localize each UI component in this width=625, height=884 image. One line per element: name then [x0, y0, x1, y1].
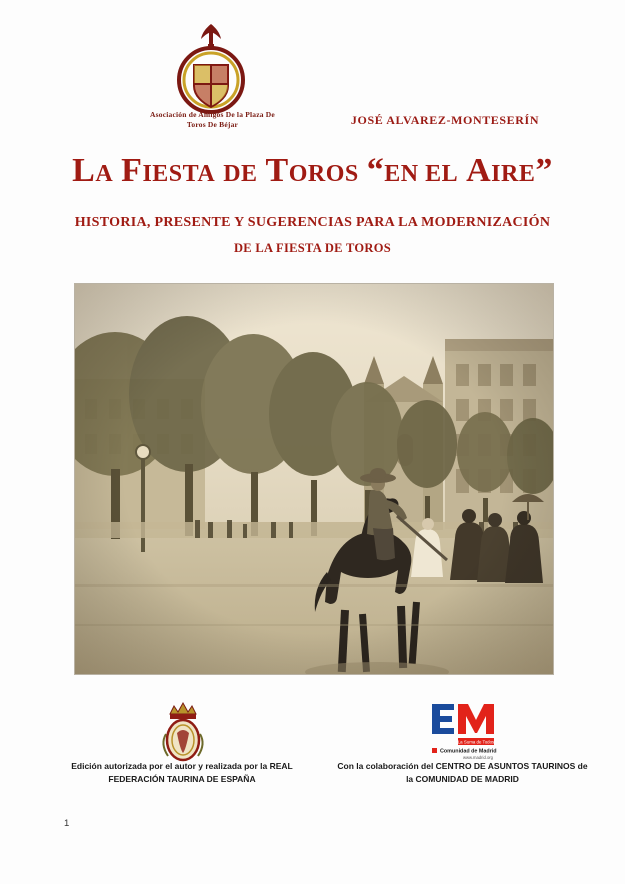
author-name: JOSÉ ALVAREZ-MONTESERÍN	[350, 113, 540, 127]
page-title	[40, 152, 585, 190]
title-part-en-el: EN EL	[384, 161, 459, 187]
subtitle-line-2: DE LA FIESTA DE TOROS	[233, 240, 392, 255]
title-quote-open: “	[366, 152, 385, 189]
svg-text:La Suma de Todos: La Suma de Todos	[457, 739, 495, 745]
svg-text:www.madrid.org: www.madrid.org	[462, 755, 494, 760]
credit-right	[330, 760, 595, 786]
title-part-A: A	[95, 161, 114, 187]
title-part-A2: A	[466, 152, 492, 189]
title-part-de: DE	[223, 161, 258, 187]
credit-right-line-1: Con la colaboración del CENTRO DE ASUNTOS TAURINOS de	[337, 761, 588, 771]
page-number: 1	[64, 818, 70, 829]
title-part-F: F	[121, 152, 143, 189]
credit-left	[62, 760, 302, 786]
title-part-ire: IRE	[491, 161, 536, 187]
title-part-L: L	[72, 152, 96, 189]
subtitle-line-1: HISTORIA, PRESENTE Y SUGERENCIAS PARA LA MODERNIZACIÓN	[74, 215, 551, 230]
credit-left-line-2: FEDERACIÓN TAURINA DE ESPAÑA	[108, 773, 256, 784]
title-quote-close: ”	[535, 152, 553, 189]
title-part-T: T	[265, 152, 289, 189]
page-subtitle	[60, 210, 565, 260]
cover-photograph	[74, 283, 554, 675]
title-part-iesta: IESTA	[142, 161, 216, 187]
comunidad-de-madrid-logo	[428, 700, 528, 762]
association-logo-caption: Asociación de Amigos De la Plaza De Toros De Béjar	[150, 110, 275, 130]
credit-left-line-1: Edición autorizada por el autor y realizada por la REAL	[71, 761, 293, 771]
federation-emblem-icon	[148, 700, 218, 766]
title-part-oros: OROS	[288, 161, 359, 187]
credit-right-line-2: la COMUNIDAD DE MADRID	[406, 773, 519, 784]
historic-sepia-photograph	[75, 284, 553, 674]
svg-text:Comunidad de Madrid: Comunidad de Madrid	[440, 748, 497, 755]
